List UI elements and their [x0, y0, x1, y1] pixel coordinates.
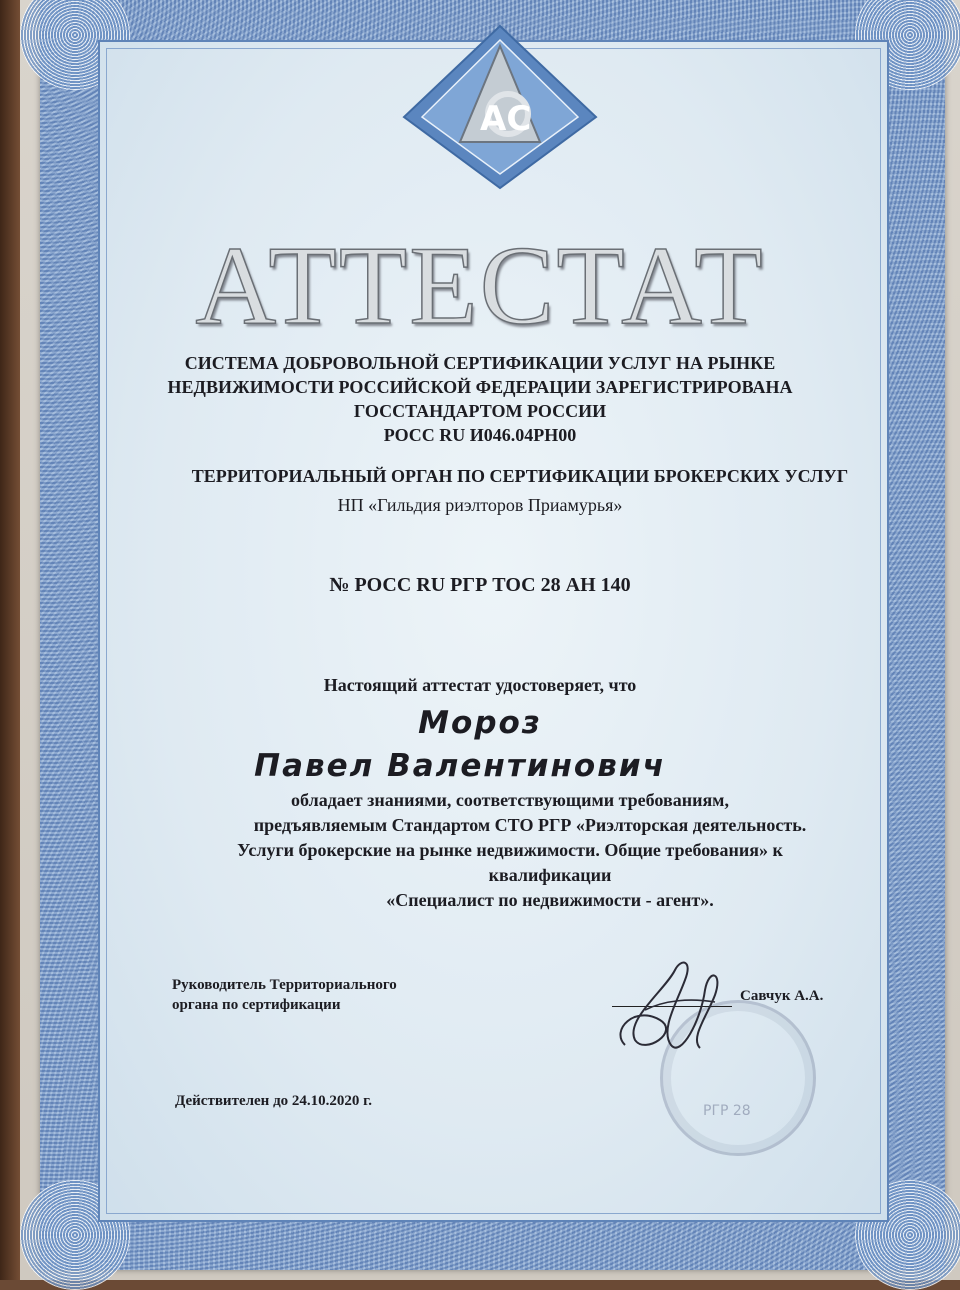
signer-name: Савчук А.А.	[740, 988, 824, 1004]
system-line-3: ГОССТАНДАРТОМ РОССИИ	[353, 401, 607, 421]
signer-role-line-2: органа по сертификации	[172, 997, 341, 1013]
qualification-line-5: «Специалист по недвижимости - агент».	[386, 890, 714, 910]
certificate-title: АТТЕСТАТ	[195, 224, 765, 348]
seal-stamp: РГР 28	[660, 1000, 816, 1156]
validity-date: Действителен до 24.10.2020 г.	[175, 1093, 373, 1109]
system-line-1: СИСТЕМА ДОБРОВОЛЬНОЙ СЕРТИФИКАЦИИ УСЛУГ НА РЫНКЕ	[184, 353, 776, 373]
guild-logo-icon	[400, 22, 600, 192]
confirmation-text: Настоящий аттестат удостоверяет, что	[323, 675, 637, 695]
organization-name: НП «Гильдия риэлторов Приамурья»	[337, 495, 623, 515]
certificate-number: № РОСС RU РГР ТОС 28 АН 140	[329, 574, 631, 596]
signer-role-line-1: Руководитель Территориального	[172, 977, 397, 993]
handwritten-signature	[605, 950, 735, 1070]
logo-letters: АС	[480, 99, 532, 139]
signer-role	[172, 975, 492, 1015]
qualification-line-2: предъявляемым Стандартом СТО РГР «Риэлторская деятельность.	[253, 815, 807, 835]
holder-surname: Мороз	[418, 705, 542, 741]
qualification-line-3: Услуги брокерские на рынке недвижимости. Общие требования» к	[237, 840, 783, 860]
qualification-line-4: квалификации	[488, 865, 612, 885]
holder-given-names: Павел Валентинович	[254, 748, 666, 784]
registration-code: РОСС RU И046.04РН00	[383, 425, 577, 445]
qualification-line-1: обладает знаниями, соответствующими требованиям,	[291, 790, 729, 810]
authority-heading: ТЕРРИТОРИАЛЬНЫЙ ОРГАН ПО СЕРТИФИКАЦИИ БРОКЕРСКИХ УСЛУГ	[191, 466, 849, 486]
system-line-2: НЕДВИЖИМОСТИ РОССИЙСКОЙ ФЕДЕРАЦИИ ЗАРЕГИСТРИРОВАНА	[167, 377, 793, 397]
